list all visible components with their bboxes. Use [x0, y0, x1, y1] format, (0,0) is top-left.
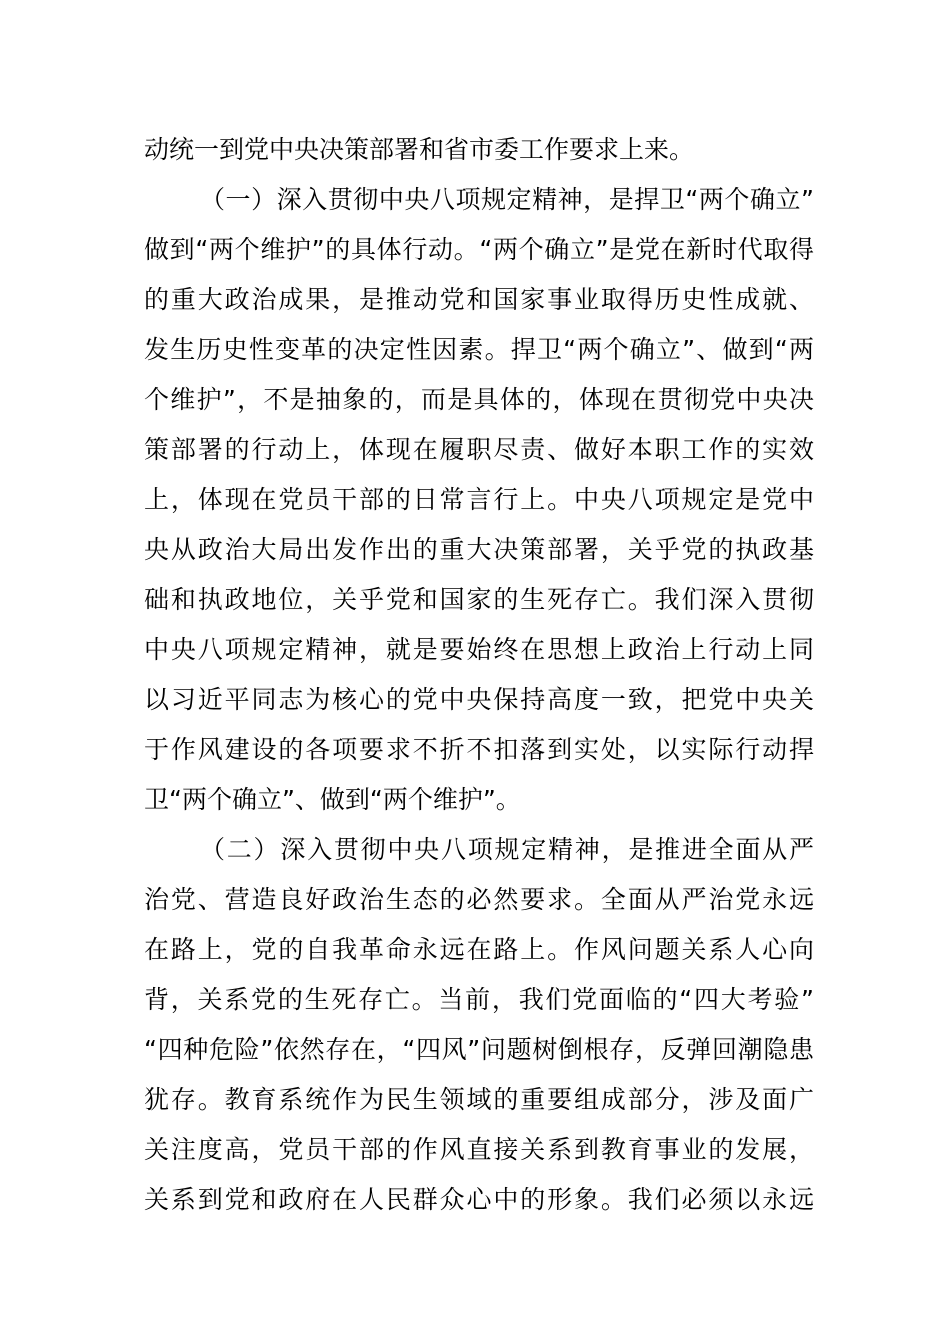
text-line: 以习近平同志为核心的党中央保持高度一致，把党中央关	[144, 685, 814, 714]
text-line: 在路上，党的自我革命永远在路上。作风问题关系人心向	[144, 935, 814, 964]
text-line: 关系到党和政府在人民群众心中的形象。我们必须以永远	[144, 1185, 814, 1214]
text-line: 卫“两个确立”、做到“两个维护”。	[144, 785, 521, 814]
text-line: 中央八项规定精神，就是要始终在思想上政治上行动上同	[144, 635, 814, 664]
text-line: 央从政治大局出发作出的重大决策部署，关乎党的执政基	[144, 535, 814, 564]
paragraph-first-line: （一）深入贯彻中央八项规定精神，是捍卫“两个确立”	[200, 185, 814, 214]
text-line: 动统一到党中央决策部署和省市委工作要求上来。	[144, 135, 695, 164]
text-line: 础和执政地位，关乎党和国家的生死存亡。我们深入贯彻	[144, 585, 814, 614]
text-line: 背，关系党的生死存亡。当前，我们党面临的“四大考验”	[144, 985, 814, 1014]
text-line: 关注度高，党员干部的作风直接关系到教育事业的发展，	[144, 1135, 814, 1164]
text-line: 发生历史性变革的决定性因素。捍卫“两个确立”、做到“两	[144, 335, 814, 364]
text-line: 于作风建设的各项要求不折不扣落到实处，以实际行动捍	[144, 735, 814, 764]
text-line: 的重大政治成果，是推动党和国家事业取得历史性成就、	[144, 285, 814, 314]
text-line: 治党、营造良好政治生态的必然要求。全面从严治党永远	[144, 885, 814, 914]
text-line: 做到“两个维护”的具体行动。“两个确立”是党在新时代取得	[144, 235, 814, 264]
text-line: 个维护”，不是抽象的，而是具体的，体现在贯彻党中央决	[144, 385, 814, 414]
text-line: 上，体现在党员干部的日常言行上。中央八项规定是党中	[144, 485, 814, 514]
text-line: 犹存。教育系统作为民生领域的重要组成部分，涉及面广	[144, 1085, 814, 1114]
paragraph-first-line: （二）深入贯彻中央八项规定精神，是推进全面从严	[200, 835, 814, 864]
text-line: 策部署的行动上，体现在履职尽责、做好本职工作的实效	[144, 435, 814, 464]
text-line: “四种危险”依然存在，“四风”问题树倒根存，反弹回潮隐患	[144, 1035, 814, 1064]
